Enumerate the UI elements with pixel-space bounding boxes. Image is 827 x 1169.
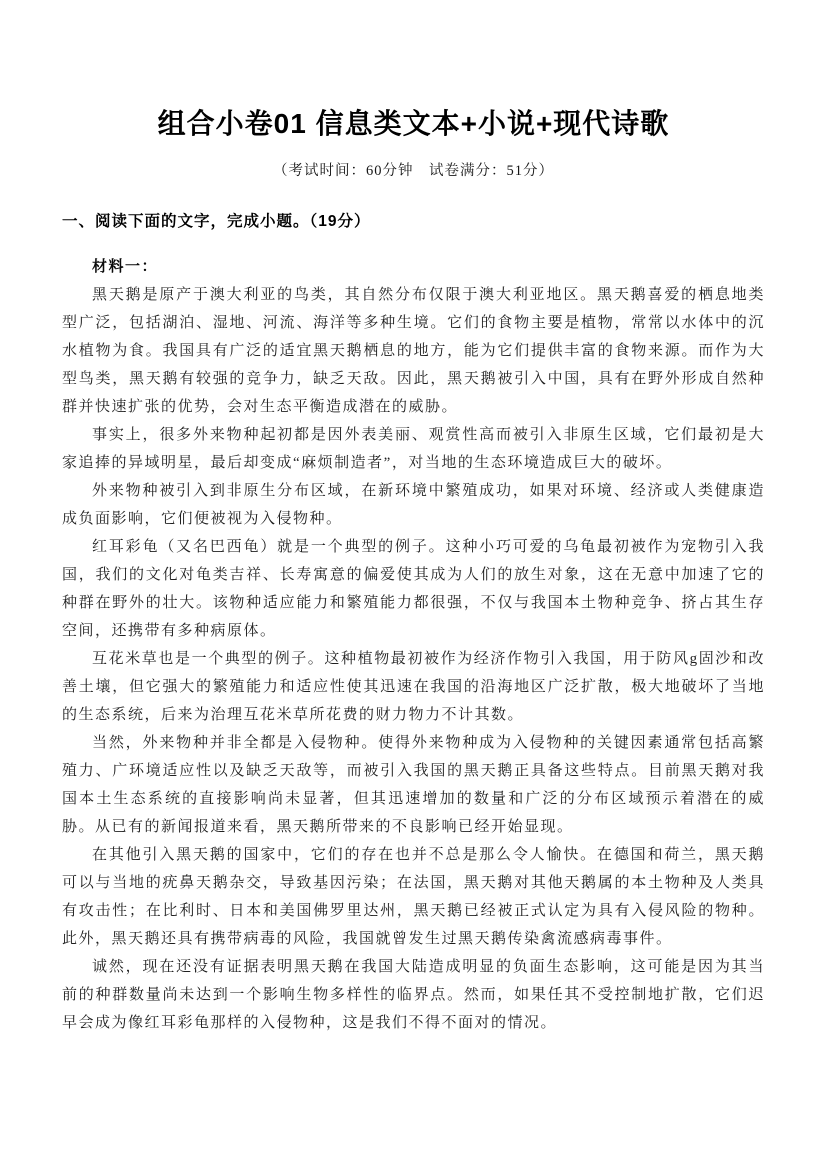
material-one-label: 材料一：	[92, 259, 159, 275]
body-paragraph: 当然，外来物种并非全都是入侵物种。使得外来物种成为入侵物种的关键因素通常包括高繁殖力、广环境适应性以及缺乏天敌等，而被引入我国的黑天鹅正具备这些特点。目前黑天鹅对我国本土生态系统的直接影响尚未显著，但其迅速增加的数量和广泛的分布区域预示着潜在的威胁。从已有的新闻报道来看，黑天鹅所带来的不良影响已经开始显现。	[62, 735, 765, 835]
exam-info-line: （考试时间：60分钟 试卷满分：51分）	[273, 163, 554, 179]
body-paragraph: 黑天鹅是原产于澳大利亚的鸟类，其自然分布仅限于澳大利亚地区。黑天鹅喜爱的栖息地类型广泛，包括湖泊、湿地、河流、海洋等多种生境。它们的食物主要是植物，常常以水体中的沉水植物为食。我国具有广泛的适宜黑天鹅栖息的地方，能为它们提供丰富的食物来源。而作为大型鸟类，黑天鹅有较强的竞争力，缺乏天敌。因此，黑天鹅被引入中国，具有在野外形成自然种群并快速扩张的优势，会对生态平衡造成潜在的威胁。	[62, 287, 765, 415]
section-one-heading: 一、阅读下面的文字，完成小题。（19分）	[62, 213, 371, 230]
body-paragraph: 事实上，很多外来物种起初都是因外表美丽、观赏性高而被引入非原生区域，它们最初是大家追捧的异域明星，最后却变成“麻烦制造者”，对当地的生态环境造成巨大的破坏。	[62, 427, 765, 471]
body-paragraph: 诚然，现在还没有证据表明黑天鹅在我国大陆造成明显的负面生态影响，这可能是因为其当前的种群数量尚未达到一个影响生物多样性的临界点。然而，如果任其不受控制地扩散，它们迟早会成为像红耳彩龟那样的入侵物种，这是我们不得不面对的情况。	[62, 959, 765, 1031]
body-paragraph: 外来物种被引入到非原生分布区域，在新环境中繁殖成功，如果对环境、经济或人类健康造成负面影响，它们便被视为入侵物种。	[62, 483, 765, 527]
page-title: 组合小卷01 信息类文本+小说+现代诗歌	[157, 108, 670, 139]
body-paragraph: 互花米草也是一个典型的例子。这种植物最初被作为经济作物引入我国，用于防风g固沙和改善土壤，但它强大的繁殖能力和适应性使其迅速在我国的沿海地区广泛扩散，极大地破坏了当地的生态系统，后来为治理互花米草所花费的财力物力不计其数。	[62, 651, 765, 723]
material-one-paragraphs	[62, 281, 765, 1037]
body-paragraph: 在其他引入黑天鹅的国家中，它们的存在也并不总是那么令人愉快。在德国和荷兰，黑天鹅可以与当地的疣鼻天鹅杂交，导致基因污染；在法国，黑天鹅对其他天鹅属的本土物种及人类具有攻击性；在比利时、日本和美国佛罗里达州，黑天鹅已经被正式认定为具有入侵风险的物种。此外，黑天鹅还具有携带病毒的风险，我国就曾发生过黑天鹅传染禽流感病毒事件。	[62, 847, 765, 947]
document-body	[0, 211, 827, 1037]
body-paragraph: 红耳彩龟（又名巴西龟）就是一个典型的例子。这种小巧可爱的乌龟最初被作为宠物引入我国，我们的文化对龟类吉祥、长寿寓意的偏爱使其成为人们的放生对象，这在无意中加速了它的种群在野外的壮大。该物种适应能力和繁殖能力都很强，不仅与我国本土物种竞争、挤占其生存空间，还携带有多种病原体。	[62, 539, 765, 639]
